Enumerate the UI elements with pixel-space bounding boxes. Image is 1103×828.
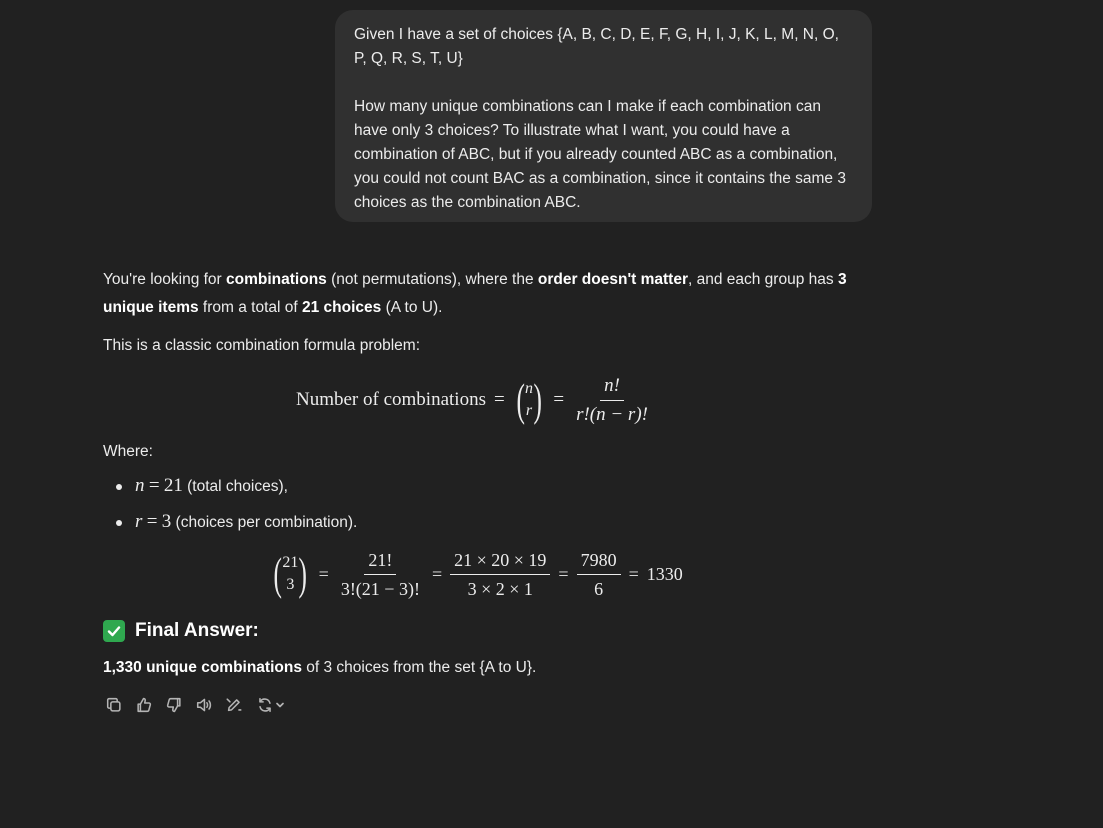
- comp-fraction-1-den: 3!(21 − 3)!: [340, 578, 420, 599]
- user-message-bubble: [335, 10, 872, 222]
- edit-button[interactable]: [223, 694, 245, 716]
- intro-bold-3: 3 unique items: [103, 271, 847, 316]
- val-r: 3: [161, 511, 172, 532]
- intro-bold-4: 21 choices: [302, 299, 382, 316]
- formula-lhs: Number of combinations: [296, 389, 486, 410]
- left-paren-2: (: [273, 548, 282, 599]
- binomial-stack: [525, 378, 533, 422]
- comp-fraction-3-num: 7980: [577, 549, 621, 575]
- binomial-21-3: [270, 548, 311, 599]
- comp-fraction-3: [577, 549, 621, 600]
- thumbs-down-button[interactable]: [163, 694, 185, 716]
- left-paren: (: [516, 374, 525, 425]
- right-paren-2: ): [298, 548, 308, 599]
- comp-fraction-1: [337, 549, 424, 600]
- comp-equals-4: =: [628, 563, 639, 584]
- binom-bottom: r: [525, 402, 533, 419]
- intro-bold-2: order doesn't matter: [537, 271, 688, 288]
- intro-text-3: , and each group has: [687, 271, 838, 288]
- binom-top: n: [525, 380, 534, 397]
- computation-formula: [270, 544, 683, 604]
- binom-top-21: 21: [282, 554, 299, 571]
- formula-equals-1: =: [493, 389, 505, 410]
- final-answer-heading: [103, 618, 259, 644]
- read-aloud-button[interactable]: [193, 694, 215, 716]
- user-message-line-1: Given I have a set of choices {A, B, C, D, E, F, G, H, I, J, K, L, M, N, O, P, Q, R, S, T, U}: [354, 26, 839, 67]
- intro-text-5: (A to U).: [381, 299, 443, 316]
- check-mark-icon: [103, 620, 125, 642]
- val-n: 21: [163, 475, 183, 496]
- comp-fraction-3-den: 6: [594, 578, 604, 599]
- note-n: (total choices),: [182, 478, 288, 495]
- combination-formula: [296, 370, 652, 430]
- intro-text-1: You're looking for: [103, 271, 227, 288]
- comp-fraction-2: [450, 549, 550, 600]
- thumbs-up-icon: [135, 696, 153, 714]
- intro-bold-1: combinations: [226, 271, 327, 288]
- final-answer-text: [103, 654, 536, 682]
- copy-button[interactable]: [103, 694, 125, 716]
- comp-fraction-1-num: 21!: [364, 549, 396, 575]
- user-message-line-2: How many unique combinations can I make if each combination can have only 3 choices? To illustrate what I want, you could have a combination of ABC, but if you already counted ABC as a combination, you could not count BAC as a combination, since it contains the same 3 choices as the combination ABC.: [354, 98, 846, 211]
- copy-icon: [105, 696, 123, 714]
- fraction-denominator: r!(n − r)!: [576, 403, 648, 425]
- comp-equals-2: =: [431, 563, 443, 584]
- variable-list: [103, 472, 357, 544]
- read-aloud-icon: [195, 696, 213, 714]
- list-item-n: [103, 472, 357, 508]
- regenerate-icon: [256, 696, 274, 714]
- edit-icon: [225, 696, 243, 714]
- thumbs-up-button[interactable]: [133, 694, 155, 716]
- comp-equals-3: =: [558, 563, 569, 584]
- where-label: Where:: [103, 443, 153, 460]
- answer-classic-line: This is a classic combination formula problem:: [103, 337, 421, 354]
- comp-fraction-2-den: 3 × 2 × 1: [467, 578, 533, 599]
- intro-text-4: from a total of: [198, 299, 302, 316]
- final-answer-title: Final Answer:: [135, 620, 259, 641]
- message-actions-toolbar: [103, 694, 295, 716]
- answer-intro: [103, 266, 883, 322]
- var-n: n: [135, 475, 145, 496]
- final-answer-bold: 1,330 unique combinations: [103, 659, 302, 676]
- binom-bottom-3: 3: [286, 576, 295, 593]
- fraction-numerator: n!: [600, 375, 624, 401]
- note-r: (choices per combination).: [171, 514, 358, 531]
- binomial-n-r: [513, 374, 546, 425]
- final-answer-rest: of 3 choices from the set {A to U}.: [301, 659, 537, 676]
- comp-fraction-2-num: 21 × 20 × 19: [450, 549, 550, 575]
- chevron-down-icon: [275, 700, 285, 710]
- var-r: r: [135, 511, 143, 532]
- comp-equals-1: =: [318, 563, 329, 584]
- list-item-r: [103, 508, 357, 544]
- eq-r: =: [146, 511, 158, 532]
- right-paren: ): [533, 374, 542, 425]
- thumbs-down-icon: [165, 696, 183, 714]
- factorial-fraction: [572, 375, 652, 426]
- regenerate-button[interactable]: [253, 694, 287, 716]
- binomial-stack-2: [282, 552, 298, 596]
- intro-text-2: (not permutations), where the: [326, 271, 538, 288]
- eq-n: =: [148, 475, 160, 496]
- comp-result: 1330: [646, 563, 683, 584]
- formula-equals-2: =: [553, 389, 565, 410]
